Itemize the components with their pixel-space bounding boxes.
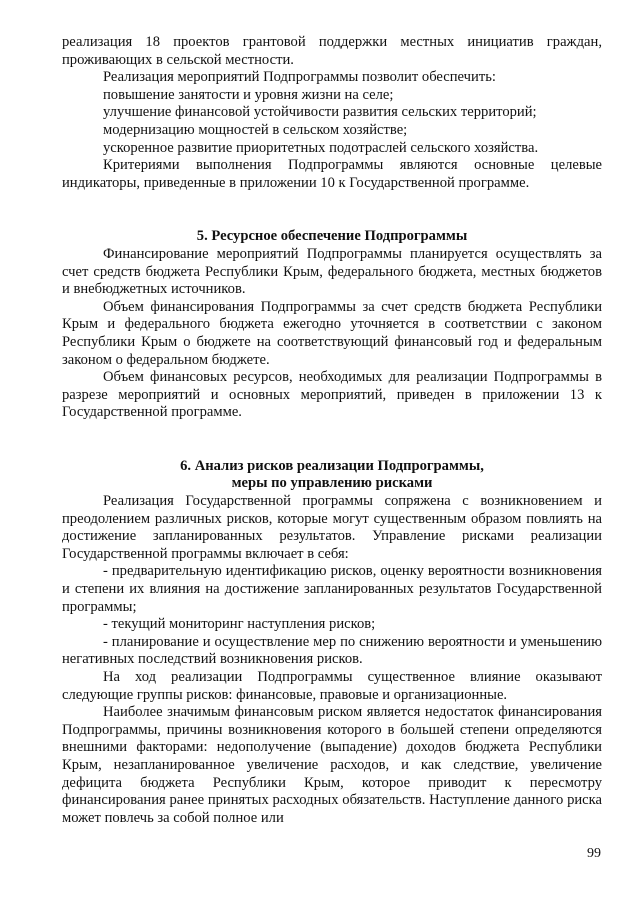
list-item: модернизацию мощностей в сельском хозяйстве; <box>103 121 408 138</box>
section-heading: 6. Анализ рисков реализации Подпрограммы, <box>180 457 484 474</box>
list-item: - предварительную идентификацию рисков, оценку вероятности возникновения и степени их влияния на достижение запланированных результатов Государственной программы; <box>62 563 602 615</box>
paragraph: Критериями выполнения Подпрограммы являются основные целевые индикаторы, приведенные в приложении 10 к Государственной программе. <box>62 157 602 191</box>
section-heading-line2: меры по управлению рисками <box>231 475 433 492</box>
list-item: улучшение финансовой устойчивости развития сельских территорий; <box>103 104 537 121</box>
document-body <box>62 34 602 827</box>
paragraph: На ход реализации Подпрограммы существенное влияние оказывают следующие группы рисков: финансовые, правовые и организационные. <box>62 669 602 703</box>
spacer <box>62 192 602 228</box>
paragraph: Объем финансирования Подпрограммы за счет средств бюджета Республики Крым и федерального бюджета ежегодно уточняется в соответствии с законом Республики Крым о бюджете на соответствующий финансовый год и федеральным законом о федеральном бюджете. <box>62 298 602 368</box>
paragraph: Объем финансовых ресурсов, необходимых для реализации Подпрограммы в разрезе мероприятий и основных мероприятий, приведен в приложении 13 к Государственной программе. <box>62 369 602 421</box>
paragraph: реализация 18 проектов грантовой поддержки местных инициатив граждан, проживающих в сельской местности. <box>62 34 602 68</box>
spacer <box>62 422 602 458</box>
paragraph: Реализация Государственной программы сопряжена с возникновением и преодолением различных рисков, которые могут существенным образом повлиять на достижение запланированных результатов. Управление рисками реализации Государственной программы включает в себя: <box>62 493 602 562</box>
section-heading: 5. Ресурсное обеспечение Подпрограммы <box>196 228 468 245</box>
paragraph: Финансирование мероприятий Подпрограммы планируется осуществлять за счет средств бюджета Республики Крым, федерального бюджета, местных бюджетов и внебюджетных источников. <box>62 245 602 298</box>
list-item: - текущий мониторинг наступления рисков; <box>103 616 376 633</box>
page-number: 99 <box>587 846 601 861</box>
paragraph: Наиболее значимым финансовым риском является недостаток финансирования Подпрограммы, причины возникновения которого в большей степени определяются внешними факторами: недополучение (выпадение) доходов бюджета Республики Крым, незапланированное увеличение расходов, и как следствие, увеличение дефицита бюджета Республики Крым, которое приводит к пересмотру финансирования ранее принятых расходных обязательств. Наступление данного риска может повлечь за собой полное или <box>62 704 602 826</box>
list-item: повышение занятости и уровня жизни на селе; <box>103 86 394 103</box>
list-item: ускоренное развитие приоритетных подотраслей сельского хозяйства. <box>103 139 539 156</box>
paragraph: Реализация мероприятий Подпрограммы позволит обеспечить: <box>103 69 496 86</box>
list-item: - планирование и осуществление мер по снижению вероятности и уменьшению негативных последствий возникновения рисков. <box>62 633 602 668</box>
